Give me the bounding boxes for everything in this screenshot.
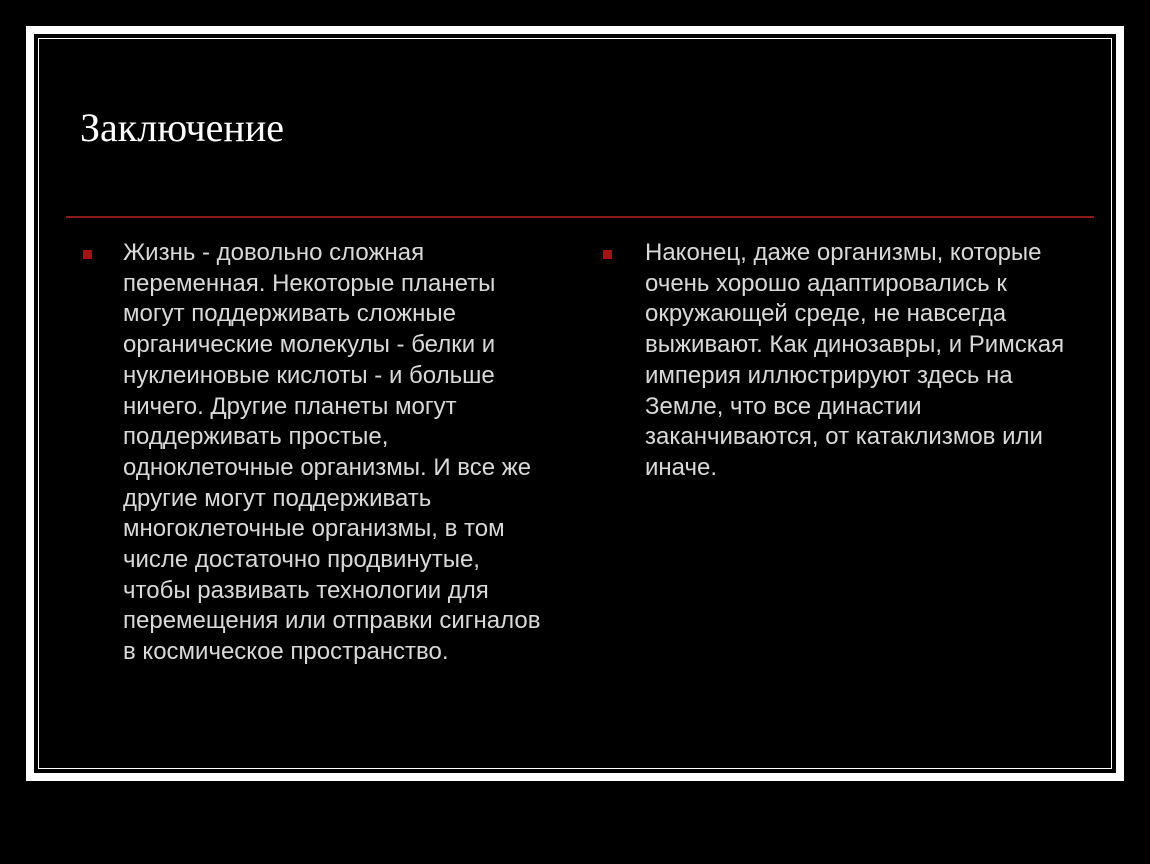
bullet-text-right: Наконец, даже организмы, которые очень хорошо адаптировались к окружающей среде, не навсегда выживают. Как динозавры, и Римская империя иллюстрируют здесь на Земле, что все династии заканчиваются, от катаклизмов или иначе. <box>645 239 1065 481</box>
bullet-square-icon <box>603 250 612 259</box>
title-divider <box>66 216 1094 218</box>
slide-title: Заключение <box>80 105 284 150</box>
bullet-square-icon <box>83 250 92 259</box>
bullet-text-left: Жизнь - довольно сложная переменная. Некоторые планеты могут поддерживать сложные органические молекулы - белки и нуклеиновые кислоты - и больше ничего. Другие планеты могут поддерживать простые, одноклеточные организмы. И все же другие могут поддерживать многоклеточные организмы, в том числе достаточно продвинутые, чтобы развивать технологии для перемещения или отправки сигналов в космическое пространство. <box>123 239 541 666</box>
